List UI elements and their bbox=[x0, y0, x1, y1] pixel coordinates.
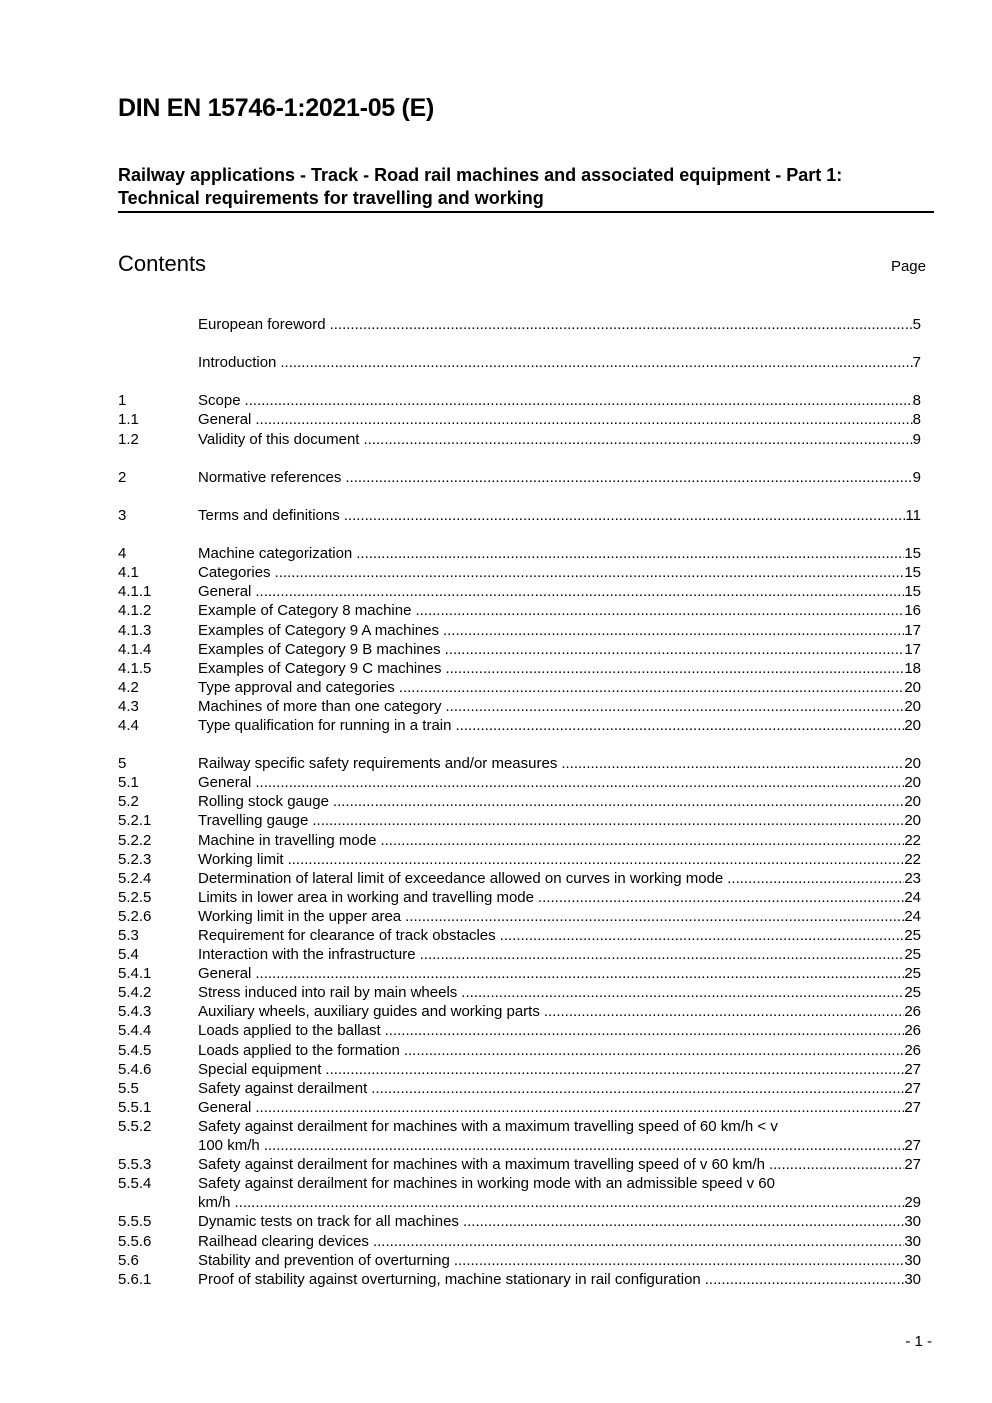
toc-entry-title: 100 km/h bbox=[198, 1137, 260, 1155]
toc-entry[interactable] bbox=[118, 1098, 921, 1117]
dot-leader bbox=[235, 1193, 905, 1212]
document-title: DIN EN 15746-1:2021-05 (E) bbox=[118, 94, 434, 122]
toc-entry[interactable] bbox=[118, 811, 921, 830]
toc-entry-page: 20 bbox=[904, 793, 921, 811]
toc-entry[interactable] bbox=[118, 1193, 921, 1212]
dot-leader bbox=[264, 1136, 905, 1155]
dot-leader bbox=[399, 678, 905, 697]
toc-entry-number: 4.1.1 bbox=[118, 583, 152, 601]
toc-entry-continued[interactable] bbox=[118, 1174, 921, 1193]
subtitle-line-2: Technical requirements for travelling and working bbox=[118, 188, 544, 208]
toc-entry[interactable] bbox=[118, 697, 921, 716]
toc-entry-title: Machine categorization bbox=[198, 545, 353, 563]
toc-entry-number: 5.4.4 bbox=[118, 1022, 152, 1040]
toc-entry[interactable] bbox=[118, 754, 921, 773]
toc-entry-page: 9 bbox=[912, 468, 921, 486]
toc-entry-number: 5 bbox=[118, 755, 127, 773]
toc-entry-page: 27 bbox=[904, 1137, 921, 1155]
toc-entry-title: Loads applied to the ballast bbox=[198, 1022, 381, 1040]
toc-entry-text bbox=[198, 391, 913, 410]
toc-entry-text bbox=[198, 964, 904, 983]
toc-entry-text bbox=[198, 468, 913, 487]
toc-entry[interactable] bbox=[118, 315, 921, 334]
toc-entry-page: 20 bbox=[904, 697, 921, 715]
toc-entry-page: 25 bbox=[904, 984, 921, 1002]
toc-entry-number: 1.2 bbox=[118, 430, 139, 448]
toc-entry-text bbox=[198, 410, 913, 429]
dot-leader bbox=[288, 850, 905, 869]
toc-entry-title: Scope bbox=[198, 392, 241, 410]
toc-entry[interactable] bbox=[118, 544, 921, 563]
dot-leader bbox=[461, 983, 904, 1002]
toc-entry-title: General bbox=[198, 411, 252, 429]
toc-entry-title: Loads applied to the formation bbox=[198, 1041, 400, 1059]
toc-entry-title: Travelling gauge bbox=[198, 812, 309, 830]
toc-entry-text bbox=[198, 1193, 904, 1212]
toc-entry-page: 25 bbox=[904, 927, 921, 944]
toc-entry-text bbox=[198, 659, 904, 678]
dot-leader bbox=[330, 315, 913, 334]
toc-entry[interactable] bbox=[118, 640, 921, 659]
dot-leader bbox=[356, 544, 904, 563]
toc-entry-text bbox=[198, 601, 904, 620]
toc-entry-title: Normative references bbox=[198, 468, 342, 486]
toc-entry-number: 5.6.1 bbox=[118, 1270, 152, 1288]
toc-entry-text bbox=[198, 582, 904, 601]
toc-entry-text bbox=[198, 640, 904, 659]
toc-entry[interactable] bbox=[118, 1232, 921, 1251]
dot-leader bbox=[405, 907, 904, 926]
toc-entry[interactable] bbox=[118, 869, 921, 888]
toc-entry-number: 4.3 bbox=[118, 697, 139, 715]
toc-entry-number: 5.5.6 bbox=[118, 1232, 152, 1250]
toc-entry-text bbox=[198, 1136, 904, 1155]
document-subtitle bbox=[118, 164, 934, 213]
toc-entry-title: Working limit bbox=[198, 850, 284, 868]
toc-entry-number: 5.5.1 bbox=[118, 1098, 152, 1116]
dot-leader bbox=[538, 888, 904, 907]
toc-entry[interactable] bbox=[118, 1079, 921, 1098]
toc-entry-text bbox=[198, 792, 904, 811]
toc-entry[interactable] bbox=[118, 1136, 921, 1155]
toc-spacer bbox=[118, 487, 921, 506]
toc-entry-page: 20 bbox=[904, 774, 921, 792]
dot-leader bbox=[727, 869, 904, 888]
dot-leader bbox=[544, 1002, 904, 1021]
contents-heading: Contents bbox=[118, 251, 207, 276]
dot-leader bbox=[371, 1079, 904, 1098]
toc-entry[interactable] bbox=[118, 659, 921, 678]
toc-entry-page: 20 bbox=[904, 716, 921, 734]
toc-entry-number: 5.4.1 bbox=[118, 965, 152, 983]
toc-entry-text bbox=[198, 563, 904, 582]
dot-leader bbox=[255, 773, 904, 792]
toc-spacer bbox=[118, 735, 921, 754]
toc-entry-text bbox=[198, 353, 913, 372]
toc-entry-number: 4.1.3 bbox=[118, 621, 152, 639]
toc-entry-title: km/h bbox=[198, 1194, 231, 1212]
toc-entry[interactable] bbox=[118, 888, 921, 907]
toc-entry-title: European foreword bbox=[198, 316, 326, 333]
dot-leader bbox=[255, 582, 904, 601]
toc-entry-page: 24 bbox=[904, 888, 921, 906]
toc-entry-title: Validity of this document bbox=[198, 430, 360, 448]
toc-entry-title: Machines of more than one category bbox=[198, 697, 442, 715]
toc-entry-text bbox=[198, 1002, 904, 1021]
toc-entry-title: Safety against derailment for machines with a maximum travelling speed of v 60 km/h bbox=[198, 1156, 765, 1174]
toc-entry-number: 5.2.3 bbox=[118, 850, 152, 868]
toc-entry-text bbox=[198, 430, 913, 449]
toc-entry-title: Terms and definitions bbox=[198, 506, 340, 524]
toc-entry-number: 4.1 bbox=[118, 564, 139, 582]
toc-entry-title: Interaction with the infrastructure bbox=[198, 946, 416, 964]
toc-entry-page: 15 bbox=[904, 583, 921, 601]
toc-entry-page: 25 bbox=[904, 946, 921, 964]
toc-entry-title: Example of Category 8 machine bbox=[198, 602, 412, 620]
toc-entry[interactable] bbox=[118, 773, 921, 792]
toc-entry-number: 5.5.4 bbox=[118, 1175, 152, 1193]
toc-entry-text bbox=[198, 773, 904, 792]
toc-entry[interactable] bbox=[118, 1270, 921, 1289]
dot-leader bbox=[404, 1041, 905, 1060]
toc-entry[interactable] bbox=[118, 831, 921, 850]
toc-entry-text bbox=[198, 1041, 904, 1060]
toc-entry-text bbox=[198, 544, 904, 563]
dot-leader bbox=[380, 831, 904, 850]
toc-entry-number: 5.5.5 bbox=[118, 1213, 152, 1231]
toc-entry-page: 20 bbox=[904, 812, 921, 830]
toc-entry-page: 27 bbox=[904, 1098, 921, 1116]
toc-entry-page: 24 bbox=[904, 907, 921, 925]
toc-entry-title: Safety against derailment bbox=[198, 1079, 368, 1097]
toc-entry-page: 26 bbox=[904, 1003, 921, 1021]
toc-spacer bbox=[118, 449, 921, 468]
toc-entry-number: 5.2 bbox=[118, 793, 139, 811]
toc-entry[interactable] bbox=[118, 582, 921, 601]
dot-leader bbox=[255, 1098, 904, 1117]
toc-entry-number: 5.4 bbox=[118, 946, 139, 964]
toc-entry-text bbox=[198, 621, 904, 640]
toc-spacer bbox=[118, 334, 921, 353]
toc-entry-number: 5.2.6 bbox=[118, 907, 152, 925]
toc-entry-page: 25 bbox=[904, 965, 921, 983]
toc-entry-title: Machine in travelling mode bbox=[198, 831, 377, 849]
toc-entry-title: Dynamic tests on track for all machines bbox=[198, 1213, 459, 1231]
toc-entry[interactable] bbox=[118, 907, 921, 926]
toc-entry-number: 2 bbox=[118, 468, 127, 486]
toc-entry-number: 4.4 bbox=[118, 716, 139, 734]
toc-entry-number: 3 bbox=[118, 506, 127, 524]
toc-entry-number: 5.4.6 bbox=[118, 1060, 152, 1078]
toc-entry[interactable] bbox=[118, 430, 921, 449]
table-of-contents bbox=[118, 315, 921, 1289]
toc-entry-title: Limits in lower area in working and travelling mode bbox=[198, 888, 534, 906]
toc-entry-number: 4.1.5 bbox=[118, 659, 152, 677]
toc-entry-text bbox=[198, 716, 904, 735]
toc-entry-number: 5.2.5 bbox=[118, 888, 152, 906]
toc-entry-number: 5.6 bbox=[118, 1251, 139, 1269]
toc-spacer bbox=[118, 525, 921, 544]
toc-entry[interactable] bbox=[118, 468, 921, 487]
dot-leader bbox=[443, 621, 904, 640]
toc-entry-title: General bbox=[198, 965, 252, 983]
toc-entry[interactable] bbox=[118, 391, 921, 410]
dot-leader bbox=[500, 926, 905, 945]
toc-entry-title: General bbox=[198, 583, 252, 601]
toc-entry-number: 5.5 bbox=[118, 1079, 139, 1097]
toc-entry-title: Categories bbox=[198, 564, 271, 582]
toc-entry-title: General bbox=[198, 774, 252, 792]
toc-entry-text bbox=[198, 678, 904, 697]
toc-entry-title: Requirement for clearance of track obstacles bbox=[198, 927, 496, 944]
toc-entry-title: Proof of stability against overturning, machine stationary in rail configuration bbox=[198, 1270, 701, 1288]
dot-leader bbox=[769, 1155, 904, 1174]
toc-entry-text bbox=[198, 869, 904, 888]
toc-entry-text bbox=[198, 315, 913, 334]
toc-entry-title: Stability and prevention of overturning bbox=[198, 1251, 450, 1269]
toc-entry-page: 22 bbox=[904, 850, 921, 868]
subtitle-line-1: Railway applications - Track - Road rail machines and associated equipment - Part 1: bbox=[118, 165, 843, 185]
toc-entry-page: 8 bbox=[912, 392, 921, 410]
toc-entry-page: 30 bbox=[904, 1270, 921, 1288]
toc-entry-number: 4 bbox=[118, 545, 127, 563]
toc-entry-page: 30 bbox=[904, 1232, 921, 1250]
toc-entry[interactable] bbox=[118, 678, 921, 697]
toc-entry-text bbox=[198, 945, 904, 964]
toc-entry-page: 17 bbox=[904, 621, 921, 639]
toc-entry-text bbox=[198, 1079, 904, 1098]
toc-entry-text bbox=[198, 1155, 904, 1174]
toc-entry-number: 4.1.4 bbox=[118, 640, 152, 658]
toc-entry[interactable] bbox=[118, 983, 921, 1002]
dot-leader bbox=[420, 945, 905, 964]
toc-entry-number: 5.4.5 bbox=[118, 1041, 152, 1059]
toc-entry-title: Examples of Category 9 B machines bbox=[198, 640, 441, 658]
dot-leader bbox=[363, 430, 912, 449]
dot-leader bbox=[255, 410, 912, 429]
dot-leader bbox=[454, 1251, 904, 1270]
toc-entry-title-line1: Safety against derailment for machines with a maximum travelling speed of 60 km/h < v bbox=[198, 1117, 778, 1135]
toc-entry-title-line1: Safety against derailment for machines in working mode with an admissible speed v 60 bbox=[198, 1175, 775, 1193]
toc-entry-page: 27 bbox=[904, 1079, 921, 1097]
toc-entry[interactable] bbox=[118, 1212, 921, 1231]
toc-entry-title: Stress induced into rail by main wheels bbox=[198, 984, 458, 1002]
dot-leader bbox=[245, 391, 913, 410]
toc-entry-number: 5.3 bbox=[118, 927, 139, 944]
toc-entry-page: 5 bbox=[912, 316, 921, 333]
toc-entry-number: 5.1 bbox=[118, 774, 139, 792]
toc-entry-page: 17 bbox=[904, 640, 921, 658]
toc-entry-title: Special equipment bbox=[198, 1060, 322, 1078]
toc-entry[interactable] bbox=[118, 1002, 921, 1021]
toc-entry-page: 7 bbox=[912, 354, 921, 372]
toc-entry-page: 27 bbox=[904, 1060, 921, 1078]
dot-leader bbox=[385, 1021, 905, 1040]
toc-entry[interactable] bbox=[118, 964, 921, 983]
toc-entry-number: 5.5.3 bbox=[118, 1156, 152, 1174]
toc-entry-title: Rolling stock gauge bbox=[198, 793, 329, 811]
dot-leader bbox=[312, 811, 904, 830]
toc-entry-number: 1.1 bbox=[118, 411, 139, 429]
toc-entry-number: 5.5.2 bbox=[118, 1117, 152, 1135]
dot-leader bbox=[415, 601, 904, 620]
toc-entry[interactable] bbox=[118, 410, 921, 429]
toc-entry[interactable] bbox=[118, 1041, 921, 1060]
toc-entry-number: 5.2.1 bbox=[118, 812, 152, 830]
toc-entry[interactable] bbox=[118, 563, 921, 582]
toc-entry[interactable] bbox=[118, 601, 921, 620]
toc-entry-text bbox=[198, 983, 904, 1002]
toc-entry-title: Working limit in the upper area bbox=[198, 907, 402, 925]
toc-entry-page: 26 bbox=[904, 1041, 921, 1059]
toc-entry-page: 8 bbox=[912, 411, 921, 429]
toc-entry-page: 27 bbox=[904, 1156, 921, 1174]
dot-leader bbox=[705, 1270, 905, 1289]
dot-leader bbox=[445, 697, 904, 716]
toc-entry-text bbox=[198, 1060, 904, 1079]
toc-entry-text bbox=[198, 754, 904, 773]
dot-leader bbox=[344, 506, 906, 525]
dot-leader bbox=[280, 353, 912, 372]
toc-entry-text bbox=[198, 506, 905, 525]
toc-entry-text bbox=[198, 1232, 904, 1251]
toc-entry-title: Auxiliary wheels, auxiliary guides and working parts bbox=[198, 1003, 540, 1021]
dot-leader bbox=[455, 716, 904, 735]
toc-entry[interactable] bbox=[118, 716, 921, 735]
toc-entry[interactable] bbox=[118, 1060, 921, 1079]
toc-entry-text bbox=[198, 850, 904, 869]
toc-entry-continued[interactable] bbox=[118, 1117, 921, 1136]
dot-leader bbox=[445, 640, 905, 659]
toc-entry-text bbox=[198, 697, 904, 716]
toc-entry-text bbox=[198, 926, 904, 945]
dot-leader bbox=[275, 563, 905, 582]
toc-entry[interactable] bbox=[118, 945, 921, 964]
toc-entry-title: General bbox=[198, 1098, 252, 1116]
toc-entry-title: Determination of lateral limit of exceedance allowed on curves in working mode bbox=[198, 869, 724, 887]
toc-entry-page: 30 bbox=[904, 1213, 921, 1231]
toc-entry-title: Type approval and categories bbox=[198, 678, 395, 696]
toc-entry[interactable] bbox=[118, 1155, 921, 1174]
toc-entry-title: Examples of Category 9 C machines bbox=[198, 659, 442, 677]
toc-entry-number: 5.4.3 bbox=[118, 1003, 152, 1021]
toc-entry-page: 22 bbox=[904, 831, 921, 849]
toc-entry-text bbox=[198, 1098, 904, 1117]
toc-entry-page: 15 bbox=[904, 564, 921, 582]
toc-entry-text bbox=[198, 888, 904, 907]
toc-entry-page: 30 bbox=[904, 1251, 921, 1269]
toc-entry-number: 4.1.2 bbox=[118, 602, 152, 620]
toc-entry[interactable] bbox=[118, 1251, 921, 1270]
dot-leader bbox=[333, 792, 904, 811]
toc-entry-title: Introduction bbox=[198, 354, 277, 372]
toc-entry-title: Railhead clearing devices bbox=[198, 1232, 369, 1250]
toc-entry-page: 29 bbox=[904, 1194, 921, 1212]
toc-entry-page: 20 bbox=[904, 678, 921, 696]
toc-entry-number: 5.4.2 bbox=[118, 984, 152, 1002]
dot-leader bbox=[463, 1212, 904, 1231]
toc-entry[interactable] bbox=[118, 926, 921, 945]
toc-entry-page: 9 bbox=[912, 430, 921, 448]
toc-entry[interactable] bbox=[118, 506, 921, 525]
toc-entry[interactable] bbox=[118, 621, 921, 640]
toc-entry-title: Type qualification for running in a train bbox=[198, 716, 452, 734]
toc-entry-number: 4.2 bbox=[118, 678, 139, 696]
toc-entry-text bbox=[198, 907, 904, 926]
toc-entry[interactable] bbox=[118, 353, 921, 372]
toc-entry-number: 5.2.4 bbox=[118, 869, 152, 887]
page-column-label: Page bbox=[890, 258, 926, 275]
toc-entry-page: 23 bbox=[904, 869, 921, 887]
dot-leader bbox=[345, 468, 912, 487]
page-number: - 1 - bbox=[905, 1333, 932, 1350]
toc-entry-title: Railway specific safety requirements and/or measures bbox=[198, 755, 558, 773]
toc-entry-text bbox=[198, 1251, 904, 1270]
toc-entry-text bbox=[198, 1021, 904, 1040]
dot-leader bbox=[561, 754, 904, 773]
toc-entry-page: 15 bbox=[904, 545, 921, 563]
toc-entry-text bbox=[198, 1212, 904, 1231]
toc-entry[interactable] bbox=[118, 850, 921, 869]
toc-entry-page: 18 bbox=[904, 659, 921, 677]
toc-entry-text bbox=[198, 1270, 904, 1289]
toc-entry-page: 11 bbox=[905, 506, 921, 524]
toc-entry-page: 16 bbox=[904, 602, 921, 620]
toc-entry-page: 20 bbox=[904, 755, 921, 773]
dot-leader bbox=[255, 964, 904, 983]
dot-leader bbox=[373, 1232, 904, 1251]
toc-entry-text bbox=[198, 831, 904, 850]
toc-entry[interactable] bbox=[118, 1021, 921, 1040]
toc-entry-page: 26 bbox=[904, 1022, 921, 1040]
toc-spacer bbox=[118, 372, 921, 391]
toc-entry-number: 5.2.2 bbox=[118, 831, 152, 849]
toc-entry[interactable] bbox=[118, 792, 921, 811]
toc-entry-number: 1 bbox=[118, 392, 127, 410]
dot-leader bbox=[445, 659, 904, 678]
toc-entry-text bbox=[198, 811, 904, 830]
dot-leader bbox=[325, 1060, 904, 1079]
toc-entry-title: Examples of Category 9 A machines bbox=[198, 621, 439, 639]
